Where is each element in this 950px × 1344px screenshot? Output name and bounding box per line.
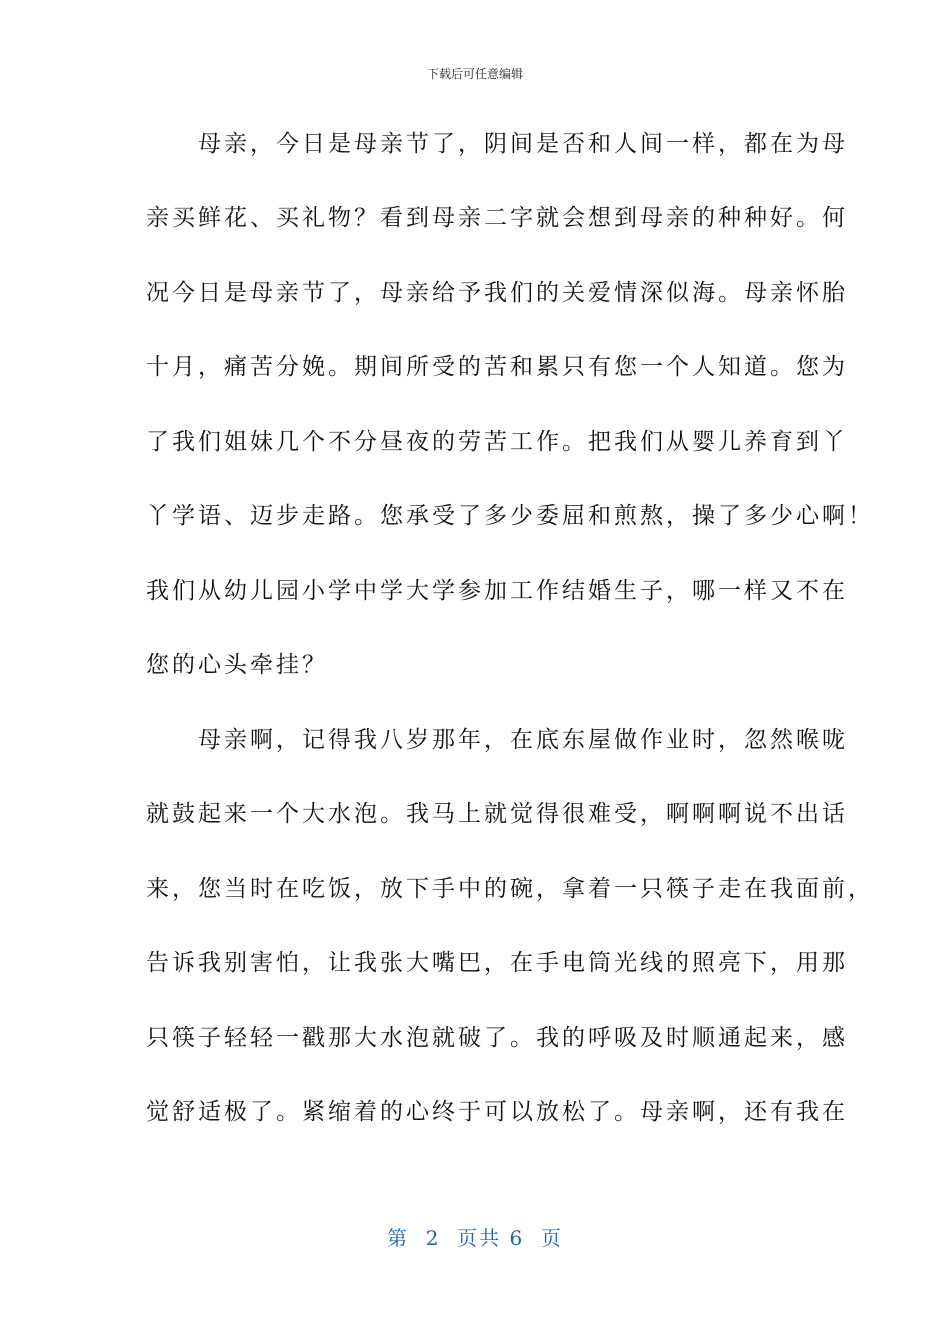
text-line: 只筷子轻轻一戳那大水泡就破了。我的呼吸及时顺通起来，感 [146,1025,848,1051]
page-number-footer: 第 2 页共 6 页 [387,1226,563,1250]
text-line: 觉舒适极了。紧缩着的心终于可以放松了。母亲啊，还有我在 [146,1099,848,1125]
text-line: 母亲啊，记得我八岁那年，在底东屋做作业时，忽然喉咙 [146,727,848,753]
text-line: 亲买鲜花、买礼物？看到母亲二字就会想到母亲的种种好。何 [146,205,848,231]
text-line: 告诉我别害怕，让我张大嘴巴，在手电筒光线的照亮下，用那 [146,950,848,976]
text-line: 丫学语、迈步走路。您承受了多少委屈和煎熬，操了多少心啊！ [146,503,874,529]
text-line: 了我们姐妹几个不分昼夜的劳苦工作。把我们从婴儿养育到丫 [146,429,848,455]
text-line: 就鼓起来一个大水泡。我马上就觉得很难受，啊啊啊说不出话 [146,801,848,827]
text-line: 况今日是母亲节了，母亲给予我们的关爱情深似海。母亲怀胎 [146,280,848,306]
text-line: 十月，痛苦分娩。期间所受的苦和累只有您一个人知道。您为 [146,354,848,380]
text-line: 您的心头牵挂？ [146,652,328,678]
page-header: 下载后可任意编辑 [426,67,523,81]
text-line: 我们从幼儿园小学中学大学参加工作结婚生子，哪一样又不在 [146,578,848,604]
text-line: 母亲，今日是母亲节了，阴间是否和人间一样，都在为母 [146,131,848,157]
text-line: 来，您当时在吃饭，放下手中的碗，拿着一只筷子走在我面前， [146,876,874,902]
